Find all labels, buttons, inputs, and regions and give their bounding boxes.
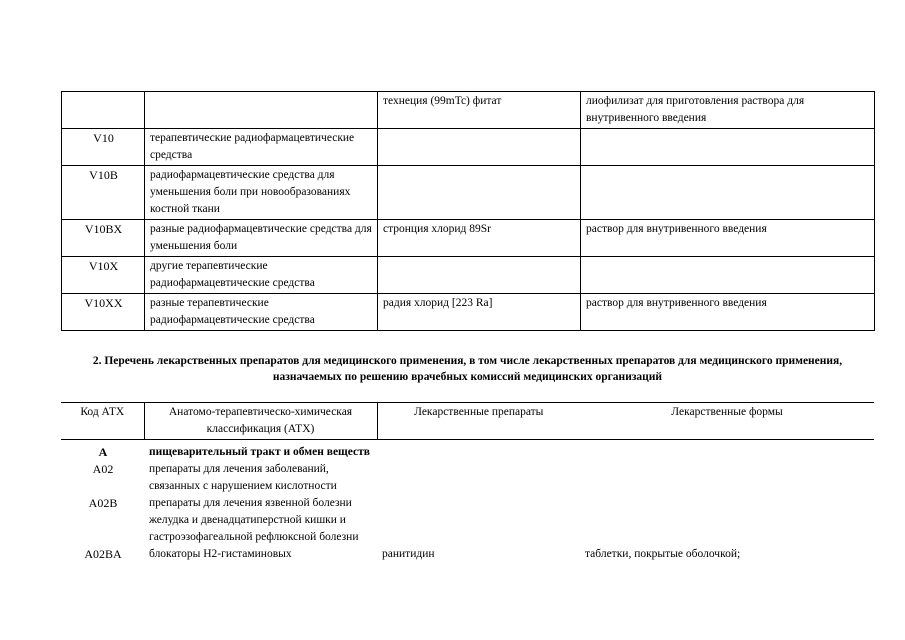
atx-class-cell: блокаторы H2-гистаминовых [149, 548, 292, 560]
table-row [61, 440, 874, 462]
table-row [62, 294, 875, 331]
atx-class-cell: разные радиофармацевтические средства для уменьшения боли [145, 220, 378, 257]
atx-code-cell: V10 [62, 129, 145, 166]
form-cell [581, 257, 875, 294]
drug-cell: стронция хлорид 89Sr [378, 220, 581, 257]
section-heading: 2. Перечень лекарственных препаратов для медицинского применения, в том числе лекарственных препаратов для медицинского применения, назначаемых по решению врачебных комиссий медицинских организаций [92, 355, 843, 383]
form-cell [580, 440, 874, 462]
form-cell: таблетки, покрытые оболочкой; [585, 548, 741, 560]
atx-code-cell: V10XX [62, 294, 145, 331]
atx-class-cell [145, 92, 378, 129]
header-forms: Лекарственные формы [580, 403, 874, 440]
table-row [61, 461, 874, 495]
header-drugs: Лекарственные препараты [377, 403, 580, 440]
drug-cell [378, 166, 581, 220]
form-cell: раствор для внутривенного введения [581, 294, 875, 331]
form-cell: лиофилизат для приготовления раствора для внутривенного введения [581, 92, 875, 129]
form-cell: раствор для внутривенного введения [581, 220, 875, 257]
atx-code-cell: V10BX [62, 220, 145, 257]
atx-code-cell [62, 92, 145, 129]
drug-cell [378, 129, 581, 166]
table-header-row [61, 403, 874, 440]
drug-table [61, 402, 874, 563]
atx-code-cell: V10X [62, 257, 145, 294]
atx-code-cell: V10B [62, 166, 145, 220]
form-cell [580, 495, 874, 546]
table-row [61, 495, 874, 546]
drug-cell: радия хлорид [223 Ra] [378, 294, 581, 331]
table-row [62, 129, 875, 166]
table-row [62, 92, 875, 129]
header-atx-class: Анатомо-терапевтическо-химическая классификация (АТХ) [144, 403, 377, 440]
atx-code-cell: A02 [92, 462, 114, 476]
table-row [62, 166, 875, 220]
atx-class-cell: терапевтические радиофармацевтические средства [145, 129, 378, 166]
table-row [62, 220, 875, 257]
drug-cell [377, 461, 580, 495]
atx-class-cell: другие терапевтические радиофармацевтические средства [145, 257, 378, 294]
atx-code-cell: A02B [88, 496, 118, 510]
form-cell [581, 129, 875, 166]
drug-cell: технеция (99mTc) фитат [378, 92, 581, 129]
atx-class-cell: радиофармацевтические средства для уменьшения боли при новообразованиях костной ткани [145, 166, 378, 220]
drug-cell [378, 257, 581, 294]
drug-cell: ранитидин [382, 548, 435, 560]
atx-class-cell: разные терапевтические радиофармацевтические средства [145, 294, 378, 331]
atx-class-cell: препараты для лечения язвенной болезни желудка и двенадцатиперстной кишки и гастроэзофагеальной рефлюксной болезни [149, 497, 359, 543]
header-atx-code: Код АТХ [61, 403, 144, 440]
atx-class-cell: препараты для лечения заболеваний, связанных с нарушением кислотности [149, 463, 337, 492]
drug-cell [377, 440, 580, 462]
atx-code-cell: A [98, 445, 108, 459]
table-row [61, 546, 874, 563]
atx-class-cell: пищеварительный тракт и обмен веществ [149, 446, 370, 458]
table-row [62, 257, 875, 294]
drug-cell [377, 495, 580, 546]
drug-table-continued [61, 91, 875, 331]
atx-code-cell: A02BA [84, 547, 122, 561]
form-cell [580, 461, 874, 495]
form-cell [581, 166, 875, 220]
